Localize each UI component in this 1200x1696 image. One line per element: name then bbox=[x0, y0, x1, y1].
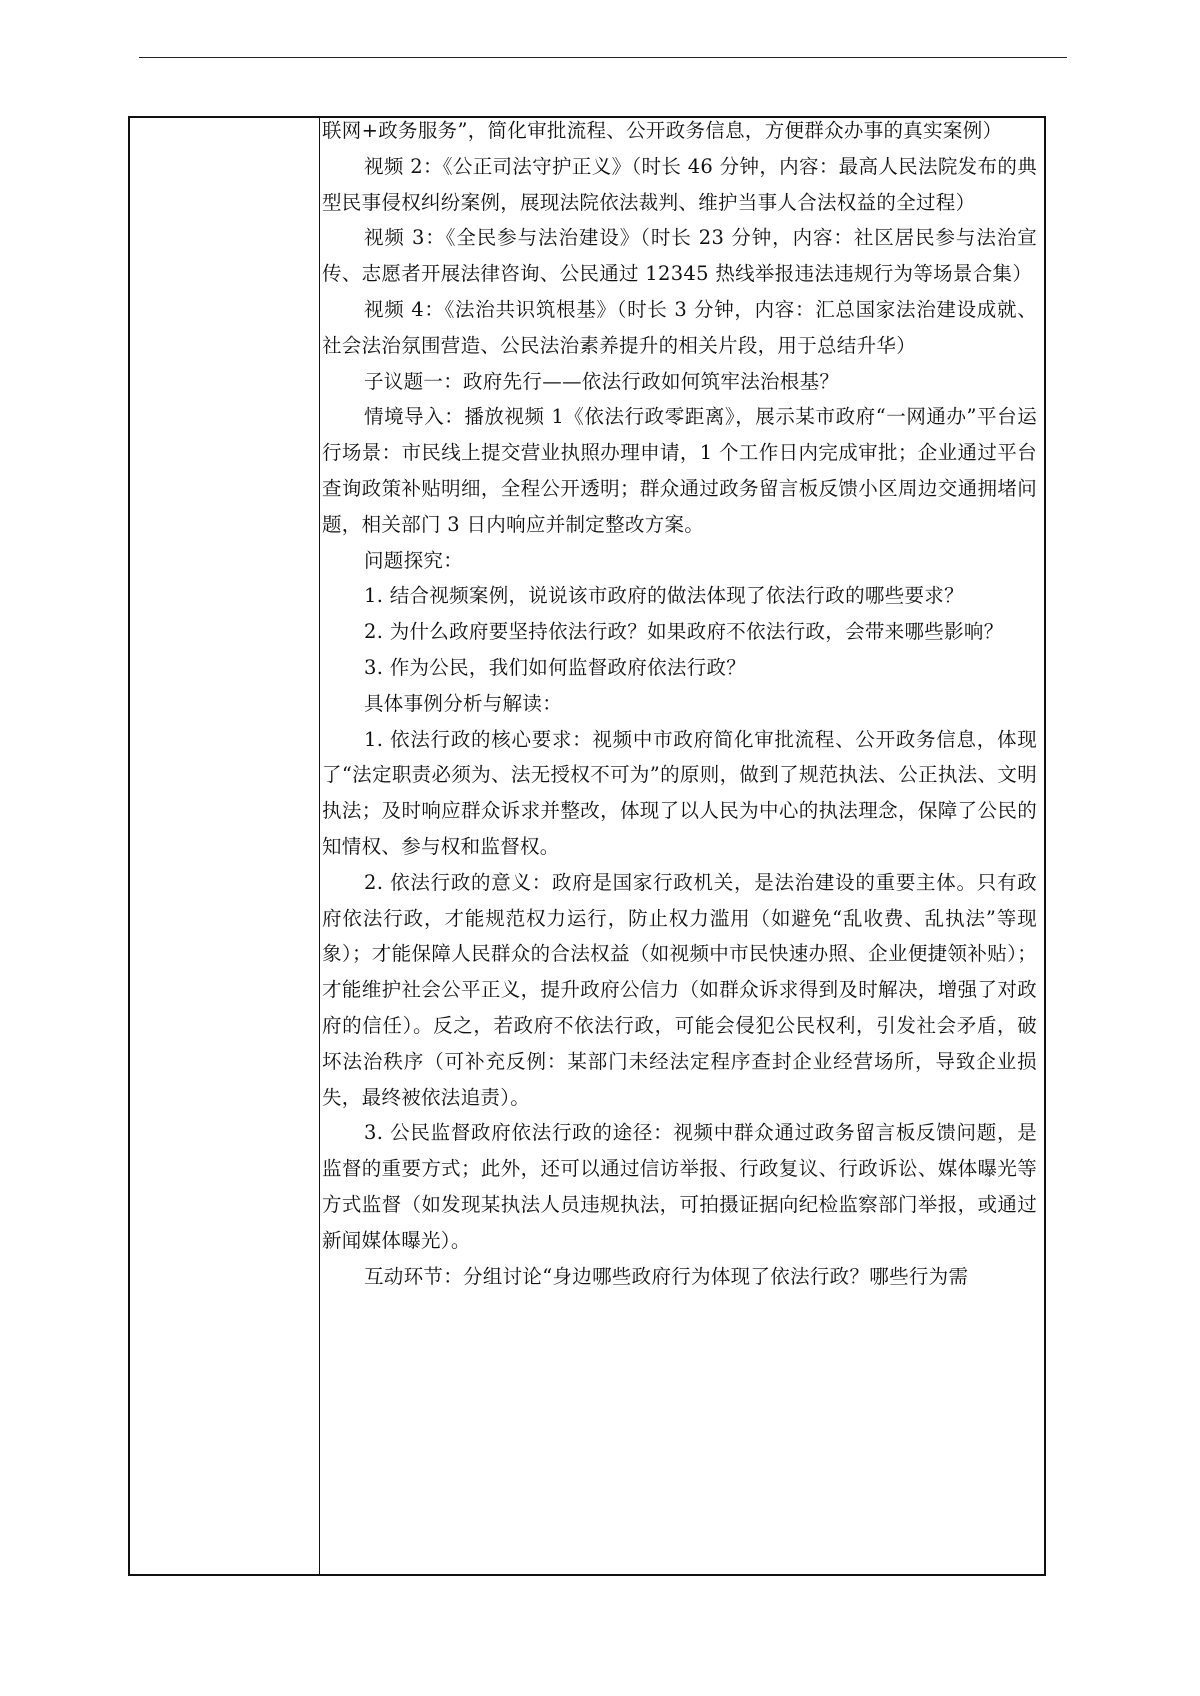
paragraph-7: 1. 结合视频案例，说说该市政府的做法体现了依法行政的哪些要求？ bbox=[364, 584, 964, 608]
paragraph-12: 2. 依法行政的意义：政府是国家行政机关，是法治建设的重要主体。只有政府依法行政，才能规范权力运行，防止权力滥用（如避免“乱收费、乱执法”等现象）；才能保障人民群众的合法权益（如视频中市民快速办照、企业便捷领补贴）；才能维护社会公平正义，提升政府公信力（如群众诉求得到及时解决，增强了对政府的信任）。反之，若政府不依法行政，可能会侵犯公民权利，引发社会矛盾，破坏法治秩序（可补充反例：某部门未经法定程序查封企业经营场所，导致企业损失，最终被依法追责）。 bbox=[322, 870, 1037, 1109]
lesson-content bbox=[322, 113, 1037, 1294]
header-rule bbox=[139, 57, 1067, 58]
paragraph-8: 2. 为什么政府要坚持依法行政？如果政府不依法行政，会带来哪些影响？ bbox=[364, 620, 1004, 644]
paragraph-14: 互动环节：分组讨论“身边哪些政府行为体现了依法行政？哪些行为需 bbox=[364, 1264, 969, 1288]
paragraph-11: 1. 依法行政的核心要求：视频中市政府简化审批流程、公开政务信息，体现了“法定职责必须为、法无授权不可为”的原则，做到了规范执法、公正执法、文明执法；及时响应群众诉求并整改，体现了以人民为中心的执法理念，保障了公民的知情权、参与权和监督权。 bbox=[322, 727, 1037, 858]
paragraph-2: 视频 3：《全民参与法治建设》（时长 23 分钟，内容：社区居民参与法治宣传、志愿者开展法律咨询、公民通过 12345 热线举报违法违规行为等场景合集） bbox=[322, 226, 1037, 286]
paragraph-3: 视频 4：《法治共识筑根基》（时长 3 分钟，内容：汇总国家法治建设成就、社会法治氛围营造、公民法治素养提升的相关片段，用于总结升华） bbox=[322, 297, 1037, 357]
paragraph-9: 3. 作为公民，我们如何监督政府依法行政？ bbox=[364, 655, 747, 679]
paragraph-1: 视频 2：《公正司法守护正义》（时长 46 分钟，内容：最高人民法院发布的典型民事侵权纠纷案例，展现法院依法裁判、维护当事人合法权益的全过程） bbox=[322, 154, 1037, 214]
paragraph-4: 子议题一：政府先行——依法行政如何筑牢法治根基？ bbox=[364, 369, 840, 393]
paragraph-10: 具体事例分析与解读： bbox=[364, 691, 563, 715]
paragraph-0: 联网+政务服务”，简化审批流程、公开政务信息，方便群众办事的真实案例） bbox=[322, 119, 1003, 142]
paragraph-6: 问题探究： bbox=[364, 548, 464, 572]
table-left-column bbox=[130, 118, 320, 1574]
paragraph-13: 3. 公民监督政府依法行政的途径：视频中群众通过政务留言板反馈问题，是监督的重要方式；此外，还可以通过信访举报、行政复议、行政诉讼、媒体曝光等方式监督（如发现某执法人员违规执法，可拍摄证据向纪检监察部门举报，或通过新闻媒体曝光）。 bbox=[322, 1121, 1037, 1252]
paragraph-5: 情境导入：播放视频 1《依法行政零距离》，展示某市政府“一网通办”平台运行场景：市民线上提交营业执照办理申请，1 个工作日内完成审批；企业通过平台查询政策补贴明细，全程公开透明；群众通过政务留言板反馈小区周边交通拥堵问题，相关部门 3 日内响应并制定整改方案。 bbox=[322, 405, 1037, 536]
